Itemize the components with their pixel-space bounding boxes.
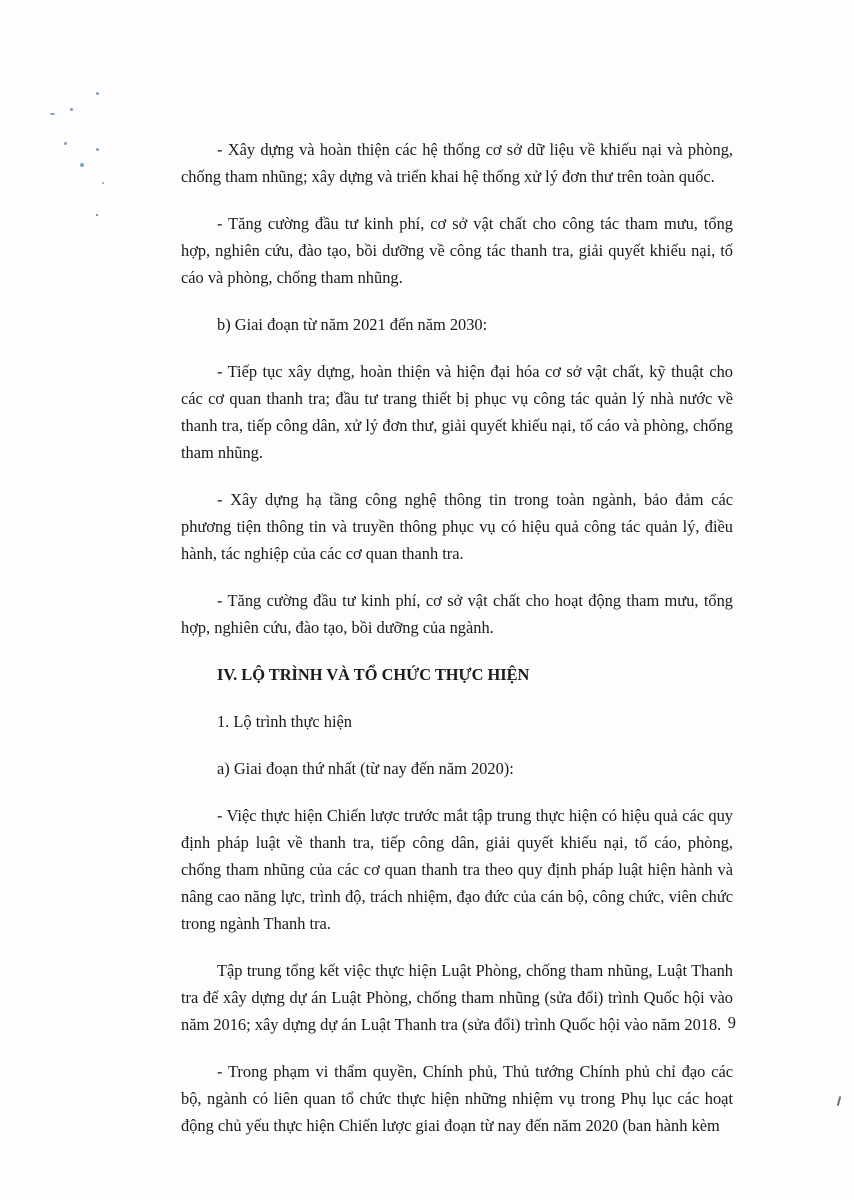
scan-speck <box>96 214 98 216</box>
document-body <box>181 136 733 1159</box>
paragraph: - Việc thực hiện Chiến lược trước mắt tập trung thực hiện có hiệu quả các quy định pháp luật về thanh tra, tiếp công dân, giải quyết khiếu nại, tố cáo, phòng, chống tham nhũng của các cơ quan thanh tra theo quy định pháp luật hiện hành và nâng cao năng lực, trình độ, trách nhiệm, đạo đức của cán bộ, công chức, viên chức trong ngành Thanh tra. <box>181 806 733 933</box>
paragraph: - Tăng cường đầu tư kinh phí, cơ sở vật chất cho hoạt động tham mưu, tổng hợp, nghiên cứu, đào tạo, bồi dưỡng của ngành. <box>181 591 733 637</box>
scan-speck <box>837 1096 842 1106</box>
scan-speck <box>50 113 55 115</box>
scan-speck <box>96 148 99 151</box>
paragraph: - Tăng cường đầu tư kinh phí, cơ sở vật chất cho công tác tham mưu, tổng hợp, nghiên cứu, đào tạo, bồi dưỡng về công tác thanh tra, giải quyết khiếu nại, tố cáo và phòng, chống tham nhũng. <box>181 214 733 287</box>
paragraph: a) Giai đoạn thứ nhất (từ nay đến năm 2020): <box>217 759 514 778</box>
paragraph: - Trong phạm vi thẩm quyền, Chính phủ, Thủ tướng Chính phủ chỉ đạo các bộ, ngành có liên quan tổ chức thực hiện những nhiệm vụ trong Phụ lục các hoạt động chủ yếu thực hiện Chiến lược giai đoạn từ nay đến năm 2020 (ban hành kèm <box>181 1062 733 1135</box>
paragraph: b) Giai đoạn từ năm 2021 đến năm 2030: <box>217 315 488 334</box>
scan-speck <box>80 163 84 167</box>
scan-speck <box>96 92 99 95</box>
paragraph: - Xây dựng và hoàn thiện các hệ thống cơ sở dữ liệu về khiếu nại và phòng, chống tham nhũng; xây dựng và triển khai hệ thống xử lý đơn thư trên toàn quốc. <box>181 140 733 186</box>
paragraph: - Xây dựng hạ tầng công nghệ thông tin trong toàn ngành, bảo đảm các phương tiện thông tin và truyền thông phục vụ có hiệu quả công tác quản lý, điều hành, tác nghiệp của các cơ quan thanh tra. <box>181 490 733 563</box>
scan-speck <box>102 182 104 184</box>
paragraph: Tập trung tổng kết việc thực hiện Luật Phòng, chống tham nhũng, Luật Thanh tra để xây dựng dự án Luật Phòng, chống tham nhũng (sửa đổi) trình Quốc hội vào năm 2016; xây dựng dự án Luật Thanh tra (sửa đổi) trình Quốc hội vào năm 2018. <box>181 961 733 1034</box>
section-heading: IV. LỘ TRÌNH VÀ TỔ CHỨC THỰC HIỆN <box>217 665 530 684</box>
page-number: 9 <box>727 1013 736 1032</box>
subsection-heading: 1. Lộ trình thực hiện <box>217 712 352 731</box>
scan-speck <box>64 142 67 145</box>
scan-speck <box>70 108 73 111</box>
paragraph: - Tiếp tục xây dựng, hoàn thiện và hiện đại hóa cơ sở vật chất, kỹ thuật cho các cơ quan thanh tra; đầu tư trang thiết bị phục vụ công tác quản lý nhà nước về thanh tra, tiếp công dân, xử lý đơn thư, giải quyết khiếu nại, tố cáo và phòng, chống tham nhũng. <box>181 362 733 462</box>
